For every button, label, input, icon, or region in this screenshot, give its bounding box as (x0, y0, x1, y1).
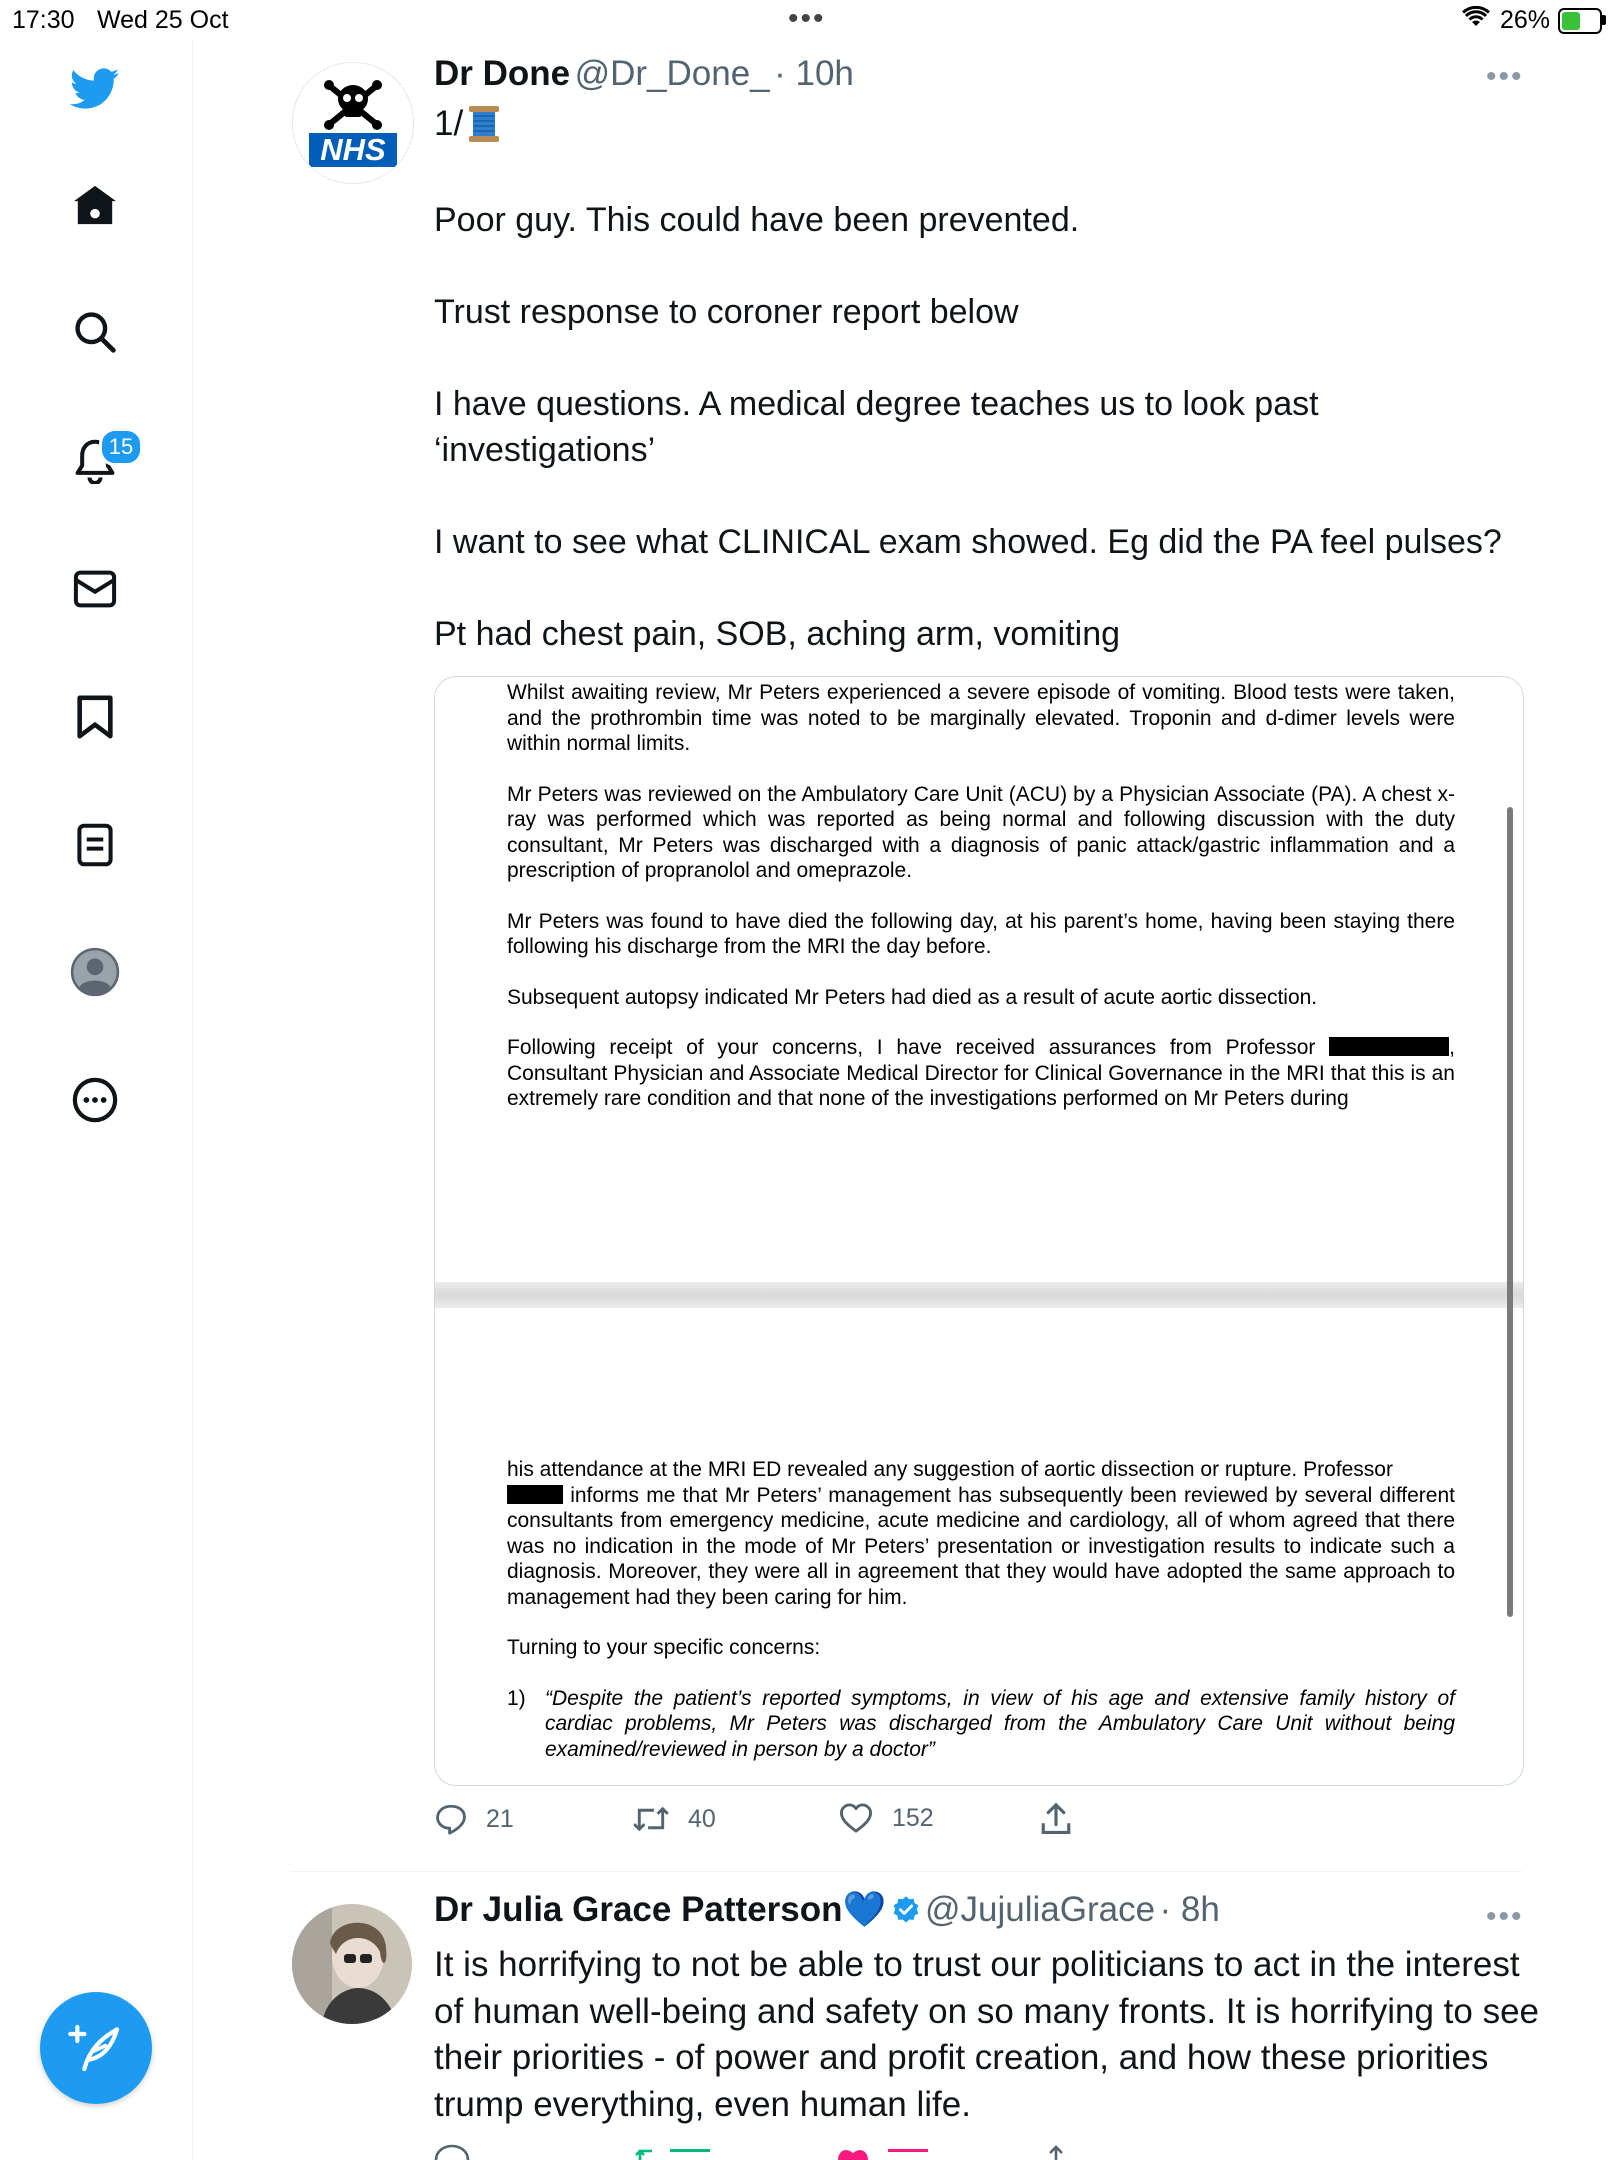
status-date: Wed 25 Oct (97, 6, 229, 34)
avatar-nhs-text: NHS (320, 132, 386, 167)
redaction-bar (507, 1485, 563, 1504)
tweet-actions-partial (434, 2143, 1074, 2160)
tweet-header (434, 1889, 1220, 1930)
redaction-bar (1329, 1037, 1449, 1056)
reply-button[interactable] (434, 1802, 514, 1836)
tweet-paragraph: Pt had chest pain, SOB, aching arm, vomiting (434, 615, 1121, 653)
thread-spool-icon (467, 104, 501, 144)
retweet-button[interactable] (632, 1802, 716, 1836)
author-handle[interactable]: @Dr_Done_ (574, 54, 770, 93)
compose-tweet-button[interactable] (40, 1992, 152, 2104)
explore-search-icon[interactable] (70, 307, 120, 357)
share-button[interactable] (1040, 1802, 1072, 1836)
profile-avatar-icon[interactable] (70, 947, 120, 997)
reply-icon (434, 1802, 468, 1836)
battery-percent: 26% (1500, 6, 1551, 34)
author-name[interactable]: Dr Done (434, 54, 571, 93)
document-paragraph: his attendance at the MRI ED revealed any suggestion of aortic dissection or rupture. Professor informs me that Mr Peters’ management has subsequently been reviewed by several different consultants from emergency medicine, acute medicine and cardiology, all of whom agreed that there was no indication in the mode of Mr Peters’ presentation or investigation results to indicate such a diagnosis. Moreover, they were all in agreement that they would have adopted the same approach to management had they been caring for him. (507, 1458, 1455, 1609)
like-button[interactable] (838, 1802, 934, 1834)
document-page-1 (507, 680, 1455, 1137)
battery-icon (1558, 8, 1602, 34)
document-paragraph: Following receipt of your concerns, I have received assurances from Professor , Consultant Physician and Associate Medical Director for Clinical Governance in the MRI that this is an extremely rare condition and that none of the investigations performed on Mr Peters during (507, 1036, 1455, 1110)
share-icon (1040, 1802, 1072, 1836)
twitter-logo-icon[interactable] (70, 64, 120, 114)
document-page-2 (507, 1457, 1455, 1762)
multitask-dots-icon[interactable]: ••• (788, 2, 826, 35)
author-avatar[interactable] (292, 62, 414, 184)
notifications-count-badge: 15 (99, 428, 143, 466)
media-scrollbar[interactable] (1507, 807, 1513, 1617)
reply-count: 21 (486, 1804, 514, 1833)
home-icon[interactable] (70, 180, 120, 230)
tweet-paragraph: Poor guy. This could have been prevented. (434, 201, 1080, 239)
wifi-icon (1462, 6, 1490, 35)
lists-icon[interactable] (70, 820, 120, 870)
document-page-break (435, 1282, 1523, 1308)
tweet-header (434, 54, 854, 94)
status-time: 17:30 (12, 6, 75, 34)
document-list-item: 1) “Despite the patient’s reported symptoms, in view of his age and extensive family history of cardiac problems, Mr Peters was discharged from the Ambulatory Care Unit without being examined/reviewed in person by a doctor” (507, 1686, 1455, 1761)
tweet-divider (290, 1871, 1522, 1872)
retweet-count: 40 (688, 1804, 716, 1833)
tweet-time[interactable]: · 10h (774, 54, 854, 93)
more-options-icon[interactable] (70, 1075, 120, 1125)
document-paragraph: Whilst awaiting review, Mr Peters experienced a severe episode of vomiting. Blood tests were taken, and the prothrombin time was noted to be marginally elevated. Troponin and d-dimer levels were within normal limits. (507, 681, 1455, 755)
author-avatar[interactable] (292, 1904, 412, 2024)
document-paragraph: Subsequent autopsy indicated Mr Peters had died as a result of acute aortic dissection. (507, 985, 1318, 1009)
thread-number: 1/ (434, 104, 464, 143)
skull-crossbones-nhs-logo (293, 63, 413, 183)
status-bar (0, 0, 1620, 40)
tweet-actions (434, 1802, 1534, 1842)
like-count: 152 (892, 1803, 934, 1832)
tweet-paragraph: I want to see what CLINICAL exam showed. Eg did the PA feel pulses? (434, 523, 1502, 561)
bookmarks-icon[interactable] (70, 692, 120, 742)
compose-feather-icon (68, 2020, 124, 2076)
tweet-more-icon[interactable]: ••• (1486, 1900, 1524, 1933)
tweet-body: It is horrifying to not be able to trust our politicians to act in the interest of human well-being and safety on so many fronts. It is horrifying to see their priorities - of power and profit creation, and how these priorities trump everything, even human life. (434, 1945, 1540, 2124)
retweet-icon (632, 1802, 670, 1836)
messages-envelope-icon[interactable] (70, 564, 120, 614)
author-name[interactable]: Dr Julia Grace Patterson💙 (434, 1890, 887, 1929)
like-heart-icon (838, 1802, 874, 1834)
tweet-paragraph: I have questions. A medical degree teaches us to look past ‘investigations’ (434, 385, 1329, 469)
tweet-paragraph: Trust response to coroner report below (434, 293, 1019, 331)
document-heading: Turning to your specific concerns: (507, 1636, 821, 1659)
tweet-more-icon[interactable]: ••• (1486, 60, 1524, 93)
author-handle[interactable]: @JujuliaGrace (924, 1890, 1156, 1929)
document-paragraph: Mr Peters was found to have died the following day, at his parent’s home, having been staying there following his discharge from the MRI the day before. (507, 909, 1455, 958)
tweet-time[interactable]: · 8h (1159, 1890, 1220, 1929)
thread-marker (434, 104, 501, 144)
verified-badge-icon (891, 1895, 921, 1925)
sidebar-divider (192, 40, 193, 2160)
document-paragraph: Mr Peters was reviewed on the Ambulatory Care Unit (ACU) by a Physician Associate (PA). A chest x-ray was performed which was reported as being normal and following discussion with the duty consultant, Mr Peters was discharged with a diagnosis of panic attack/gastric inflammation and a prescription of propranolol and omeprazole. (507, 782, 1455, 882)
author-photo (292, 1904, 412, 2024)
tweet-media-document[interactable] (434, 676, 1524, 1786)
